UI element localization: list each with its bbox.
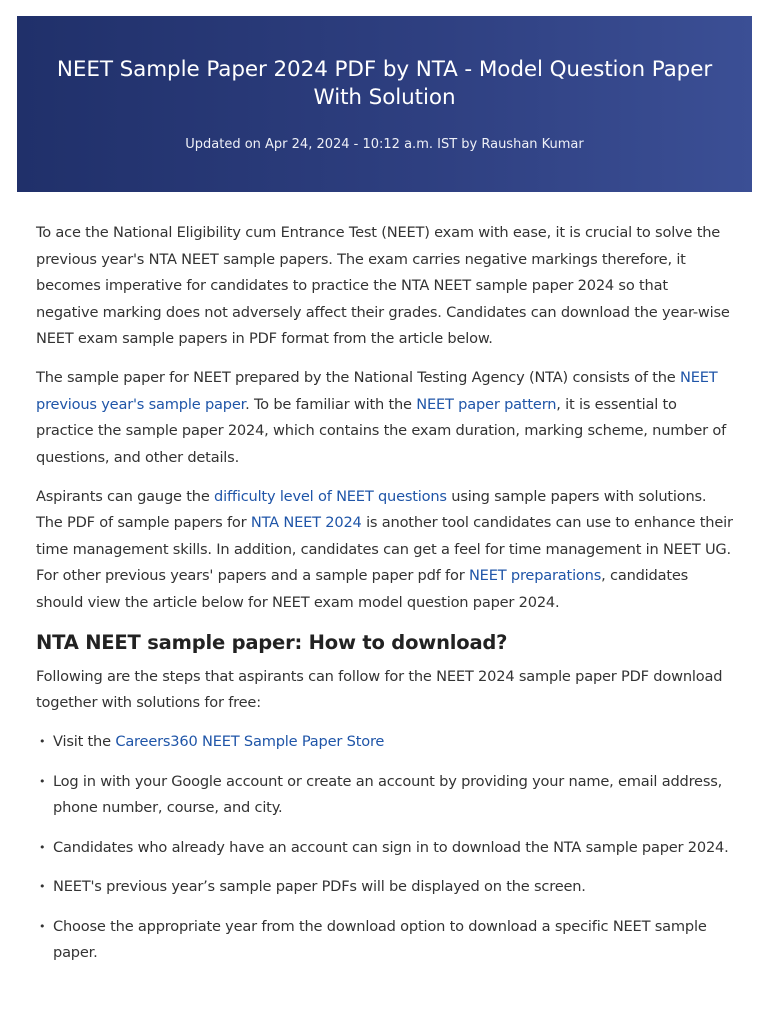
- text: , candidates should view the article below for NEET exam model question paper 2024.: [36, 567, 689, 611]
- text: Log in with your Google account or create an account by providing your name, email address, phone number, course, and city.: [53, 772, 723, 816]
- link-neet-preparations[interactable]: NEET preparations: [468, 567, 602, 584]
- article-body: [36, 220, 734, 980]
- text: is another tool candidates can use to enhance their time management skills. In addition, candidates can get a feel for time management in NEET UG. For other previous years' papers and a sample paper pdf for: [36, 514, 733, 584]
- bullet-icon: •: [39, 735, 46, 748]
- intro-paragraph-2: [36, 365, 734, 471]
- bullet-icon: •: [39, 919, 46, 933]
- list-item: [36, 835, 734, 862]
- page-title: NEET Sample Paper 2024 PDF by NTA - Model Question Paper With Solution: [56, 57, 713, 110]
- section-heading: NTA NEET sample paper: How to download?: [36, 630, 508, 654]
- bullet-icon: •: [39, 880, 46, 893]
- text: . To be familiar with the: [245, 395, 417, 413]
- text: using sample papers with solutions. The PDF of sample papers for: [36, 487, 707, 531]
- article-header: [17, 16, 752, 192]
- text: Candidates who already have an account can sign in to download the NTA sample paper 2024.: [53, 838, 729, 856]
- text: Choose the appropriate year from the download option to download a specific NEET sample paper.: [53, 917, 707, 961]
- bullet-icon: •: [39, 774, 46, 788]
- list-item: [36, 729, 734, 756]
- list-item: [36, 914, 734, 967]
- link-nta-neet-2024[interactable]: NTA NEET 2024: [250, 514, 362, 531]
- text: The sample paper for NEET prepared by the National Testing Agency (NTA) consists of the: [36, 369, 680, 386]
- bullet-icon: •: [39, 840, 46, 854]
- link-careers360-store[interactable]: Careers360 NEET Sample Paper Store: [115, 733, 385, 750]
- text: , it is essential to practice the sample paper 2024, which contains the exam duration, marking scheme, number of questions, and other details.: [36, 395, 727, 466]
- intro-paragraph-1: To ace the National Eligibility cum Entrance Test (NEET) exam with ease, it is crucial to solve the previous year's NTA NEET sample papers. The exam carries negative markings therefore, it becomes imperative for candidates to practice the NTA NEET sample paper 2024 so that negative marking does not adversely affect their grades. Candidates can download the year-wise NEET exam sample papers in PDF format from the article below.: [36, 224, 730, 347]
- text: Visit the: [53, 733, 116, 750]
- link-neet-previous-year-sample-paper[interactable]: NEET previous year's sample paper: [36, 369, 718, 413]
- link-neet-paper-pattern[interactable]: NEET paper pattern: [416, 395, 557, 413]
- text: Aspirants can gauge the: [36, 487, 215, 505]
- text: NEET's previous year’s sample paper PDFs will be displayed on the screen.: [53, 878, 586, 895]
- link-difficulty-level[interactable]: difficulty level of NEET questions: [214, 487, 447, 505]
- list-item: [36, 769, 734, 822]
- article-meta: Updated on Apr 24, 2024 - 10:12 a.m. IST by Raushan Kumar: [185, 137, 584, 152]
- list-item: [36, 874, 734, 901]
- section-lead: Following are the steps that aspirants can follow for the NEET 2024 sample paper PDF download together with solutions for free:: [36, 667, 723, 711]
- intro-paragraph-3: [36, 484, 734, 617]
- download-steps-list: [36, 729, 734, 967]
